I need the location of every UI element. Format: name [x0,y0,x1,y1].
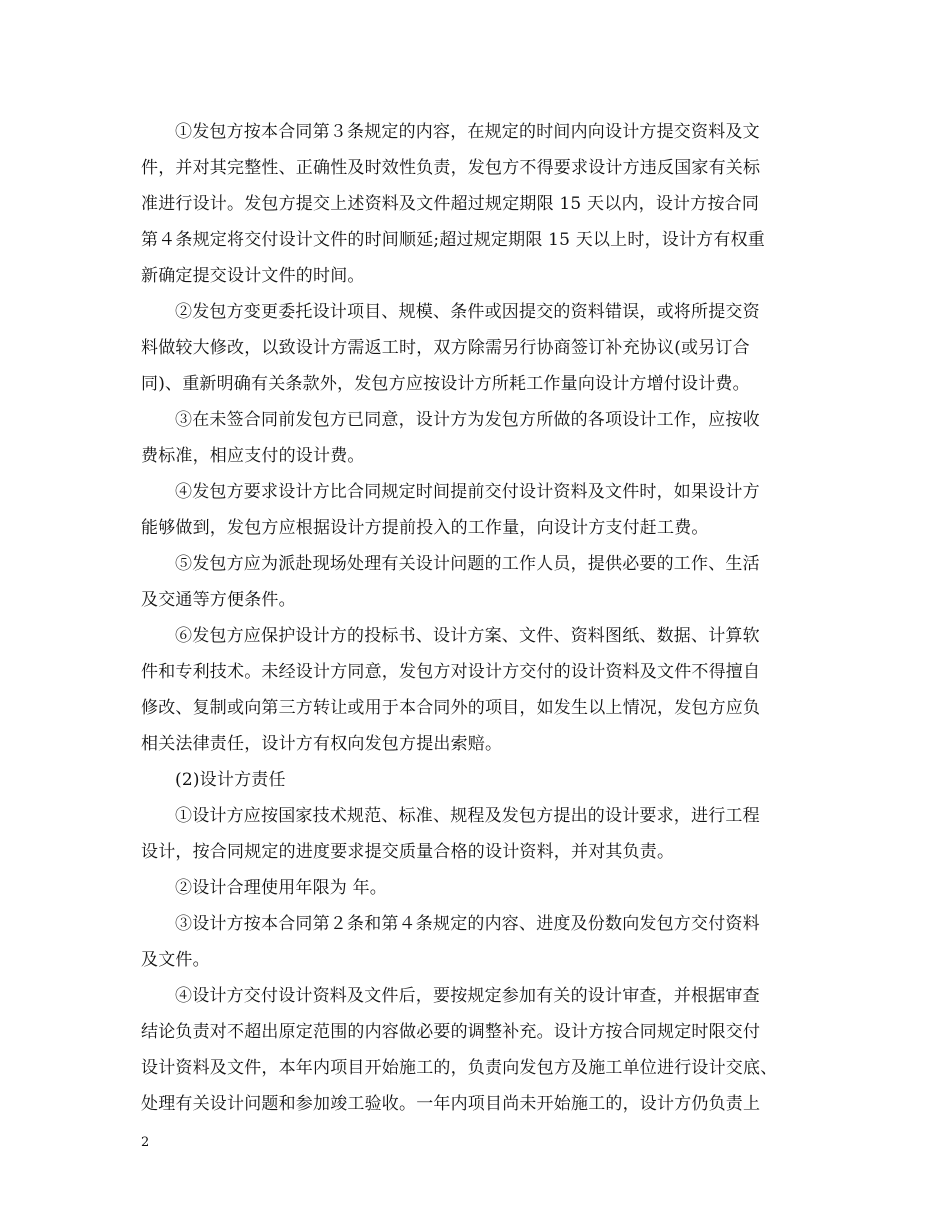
body-text-line: ⑥发包方应保护设计方的投标书、设计方案、文件、资料图纸、数据、计算软 [175,626,760,646]
body-text-line: 件，并对其完整性、正确性及时效性负责，发包方不得要求设计方违反国家有关标 [141,158,761,178]
page-number: 2 [141,1135,150,1150]
body-text-line: ②发包方变更委托设计项目、规模、条件或因提交的资料错误，或将所提交资 [175,302,760,322]
body-text-line: 能够做到，发包方应根据设计方提前投入的工作量，向设计方支付赶工费。 [141,518,709,538]
body-text-line: 费标准，相应支付的设计费。 [141,446,365,466]
body-text-line: 修改、复制或向第三方转让或用于本合同外的项目，如发生以上情况，发包方应负 [141,698,761,718]
body-text-line: 处理有关设计问题和参加竣工验收。一年内项目尚未开始施工的，设计方仍负责上 [141,1094,761,1114]
body-text-line: ②设计合理使用年限为 年。 [175,878,388,898]
body-text-line: ①设计方应按国家技术规范、标准、规程及发包方提出的设计要求，进行工程 [175,806,760,826]
body-text-line: 料做较大修改，以致设计方需返工时，双方除需另行协商签订补充协议(或另订合 [141,338,750,358]
body-text-line: 及交通等方便条件。 [141,590,296,610]
body-text-line: 准进行设计。发包方提交上述资料及文件超过规定期限 15 天以内，设计方按合同 [141,194,760,214]
body-text-line: 第４条规定将交付设计文件的时间顺延;超过规定期限 15 天以上时，设计方有权重 [141,230,765,250]
body-text-line: ③设计方按本合同第２条和第４条规定的内容、进度及份数向发包方交付资料 [175,914,760,934]
body-text-line: 设计，按合同规定的进度要求提交质量合格的设计资料，并对其负责。 [141,842,675,862]
body-text-line: 相关法律责任，设计方有权向发包方提出索赔。 [141,734,503,754]
body-text-line: ④发包方要求设计方比合同规定时间提前交付设计资料及文件时，如果设计方 [175,482,760,502]
body-text-line: ③在未签合同前发包方已同意，设计方为发包方所做的各项设计工作，应按收 [175,410,760,430]
body-text-line: 设计资料及文件，本年内项目开始施工的，负责向发包方及施工单位进行设计交底、 [141,1058,778,1078]
body-text-line: ④设计方交付设计资料及文件后，要按规定参加有关的设计审查，并根据审查 [175,986,760,1006]
section-heading: (2)设计方责任 [175,770,286,790]
body-text-line: 及文件。 [141,950,210,970]
body-text-line: 结论负责对不超出原定范围的内容做必要的调整补充。设计方按合同规定时限交付 [141,1022,761,1042]
body-text-line: ⑤发包方应为派赴现场处理有关设计问题的工作人员，提供必要的工作、生活 [175,554,760,574]
body-text-line: 同)、重新明确有关条款外，发包方应按设计方所耗工作量向设计方增付设计费。 [141,374,750,394]
body-text-line: 新确定提交设计文件的时间。 [141,266,365,286]
body-text-line: 件和专利技术。未经设计方同意，发包方对设计方交付的设计资料及文件不得擅自 [141,662,761,682]
body-text-line: ①发包方按本合同第３条规定的内容，在规定的时间内向设计方提交资料及文 [175,122,760,142]
